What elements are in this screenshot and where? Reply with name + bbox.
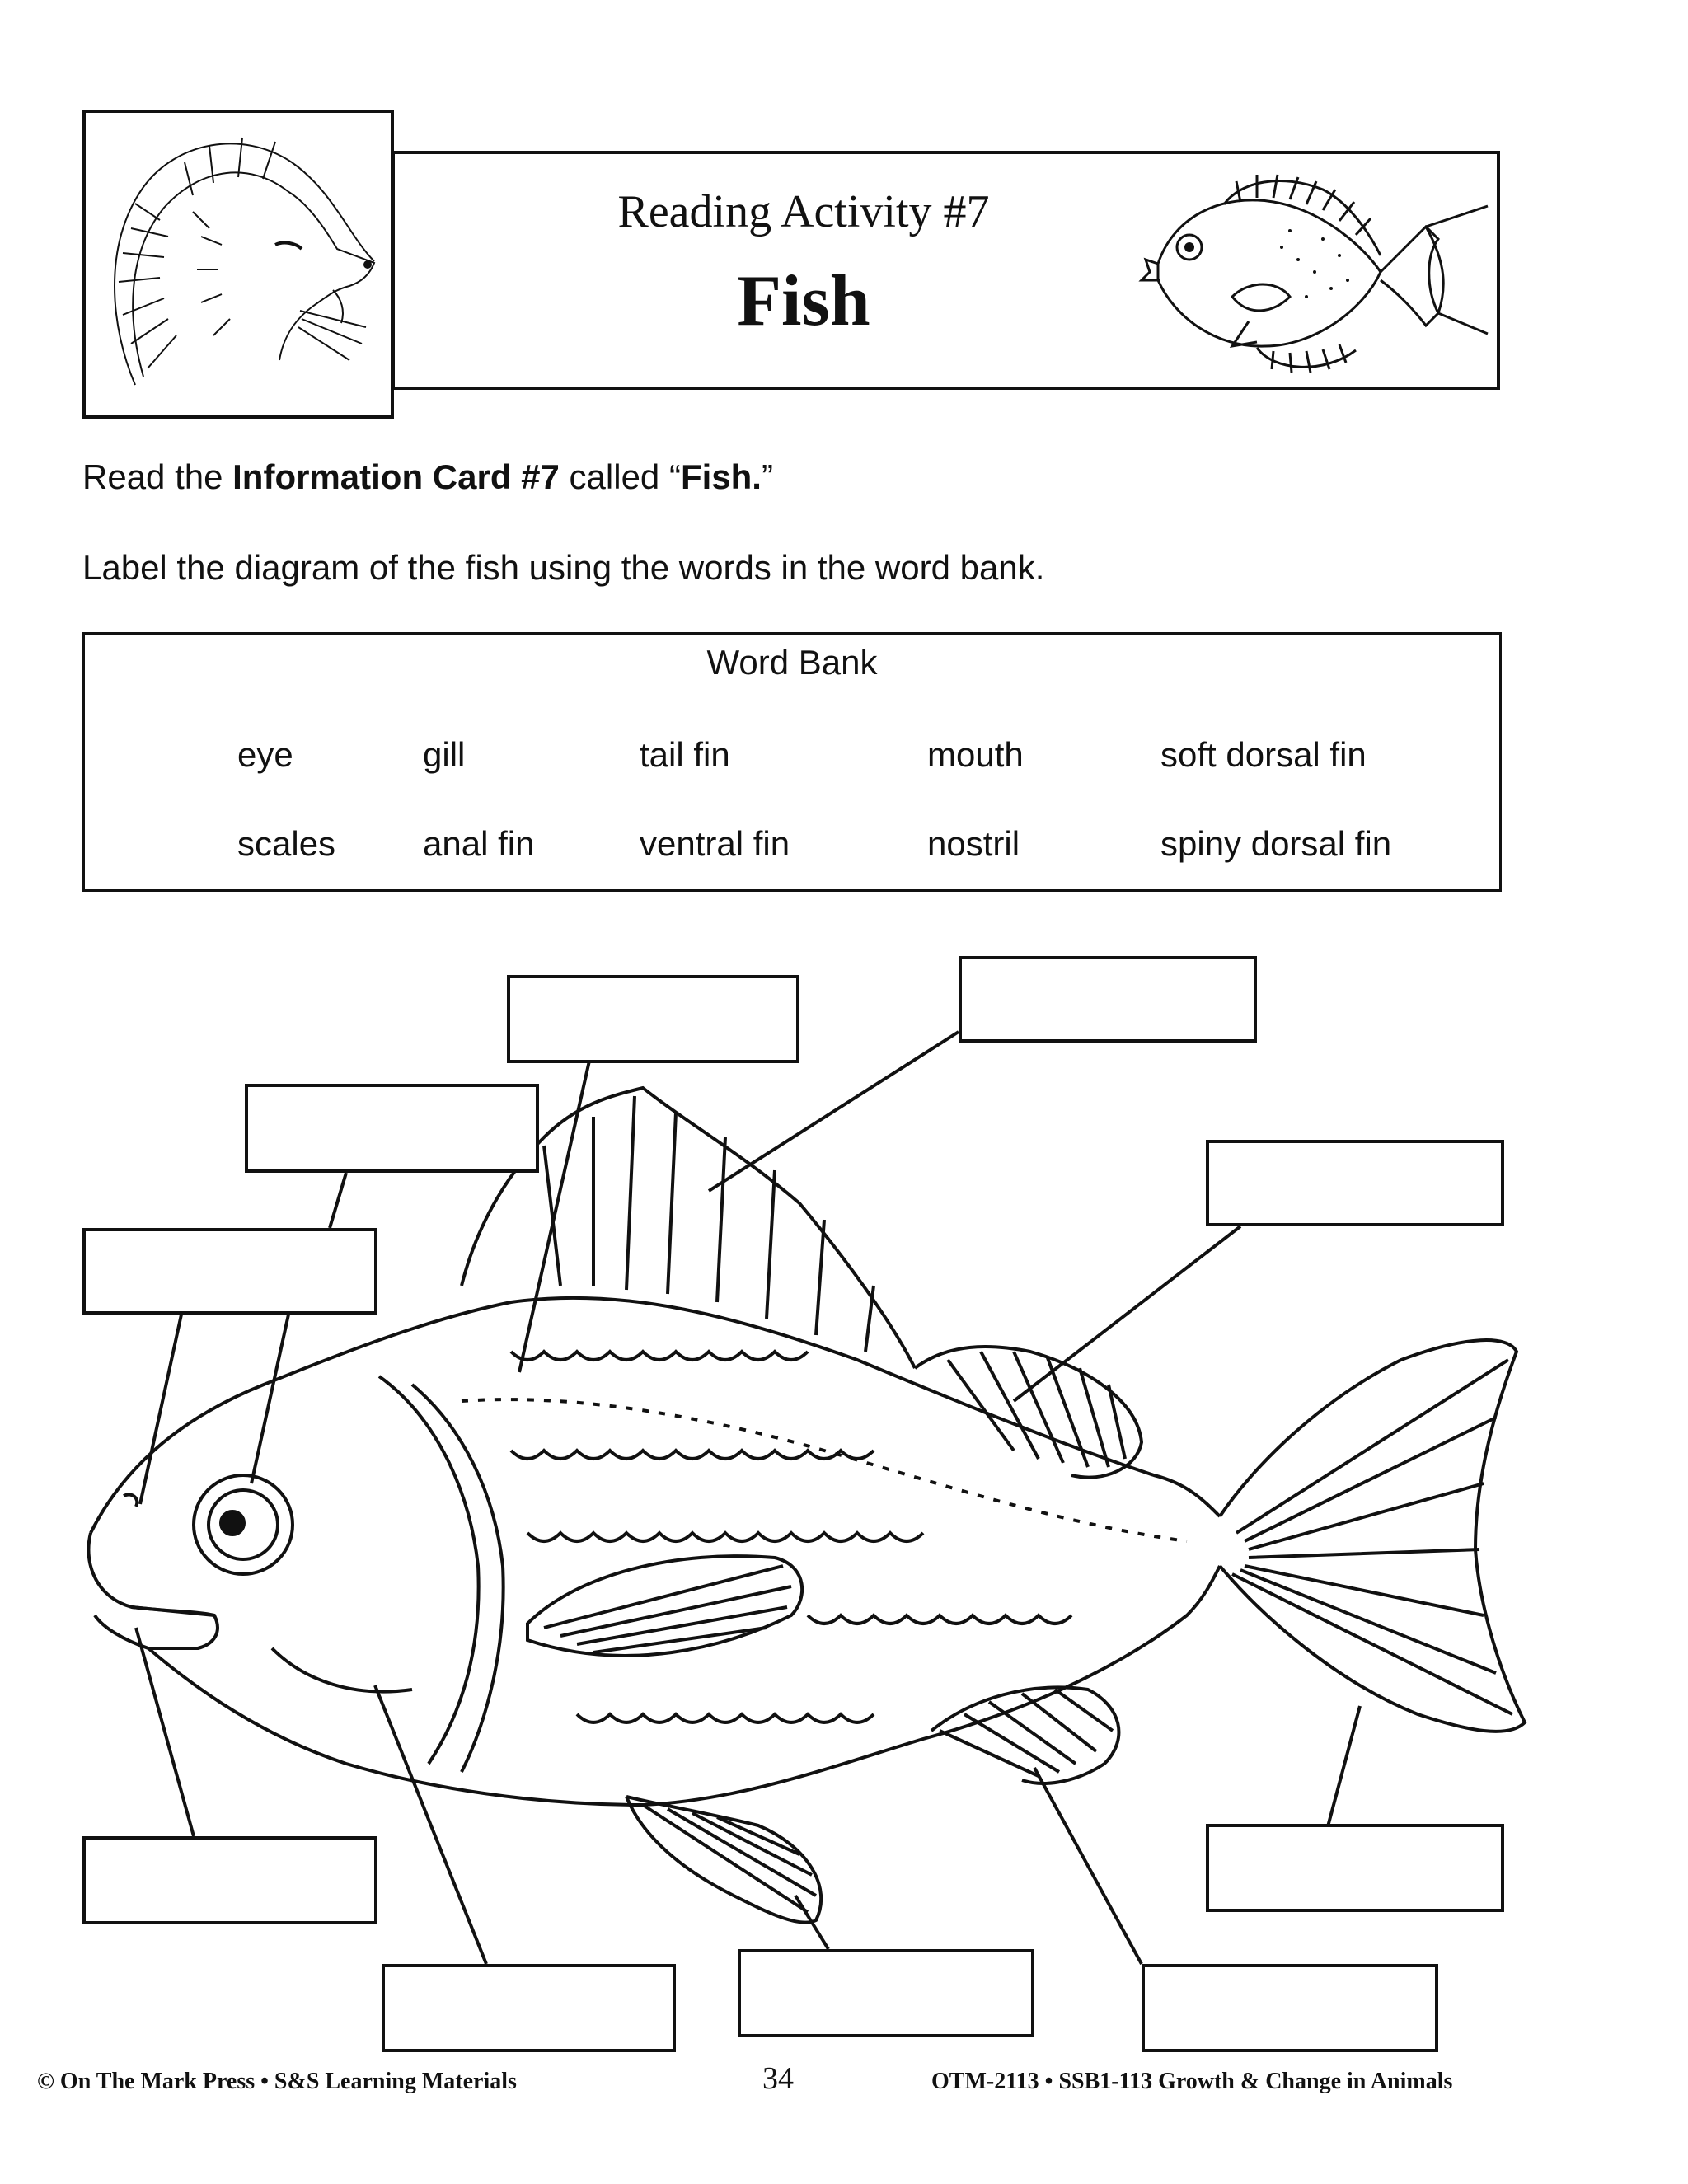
lion-illustration-frame [82, 110, 394, 419]
label-box[interactable] [82, 1228, 377, 1315]
label-box[interactable] [1206, 1140, 1504, 1226]
label-box[interactable] [382, 1964, 676, 2052]
label-box[interactable] [82, 1836, 377, 1924]
word-bank-item: gill [423, 735, 466, 774]
word-bank-item: scales [237, 824, 336, 863]
word-bank-item: eye [237, 735, 293, 774]
word-bank-item: spiny dorsal fin [1160, 824, 1392, 863]
word-bank-item: nostril [927, 824, 1020, 863]
label-box[interactable] [1206, 1824, 1504, 1912]
word-bank-item: anal fin [423, 824, 535, 863]
label-box[interactable] [959, 956, 1257, 1043]
footer-product-code: OTM-2113 • SSB1-113 Growth & Change in Animals [931, 2069, 1453, 2094]
word-bank-title: Word Bank [706, 643, 878, 682]
tropical-fish-icon [1133, 157, 1496, 379]
word-bank-item: ventral fin [640, 824, 790, 863]
label-box[interactable] [245, 1084, 539, 1173]
word-bank-item: mouth [927, 735, 1024, 774]
activity-title: Reading Activity #7 [617, 186, 990, 237]
label-box[interactable] [1142, 1964, 1438, 2052]
word-bank-item: soft dorsal fin [1160, 735, 1367, 774]
instruction-read: Read the Information Card #7 called “Fish.” [82, 457, 773, 496]
lion-head-icon [86, 113, 391, 415]
footer-publisher: © On The Mark Press • S&S Learning Materials [37, 2069, 517, 2094]
instruction-label: Label the diagram of the fish using the words in the word bank. [82, 548, 1045, 587]
topic-title: Fish [737, 261, 870, 341]
label-box[interactable] [738, 1949, 1034, 2037]
page-number: 34 [762, 2061, 794, 2096]
word-bank [82, 632, 1502, 892]
label-box[interactable] [507, 975, 799, 1063]
word-bank-item: tail fin [640, 735, 730, 774]
